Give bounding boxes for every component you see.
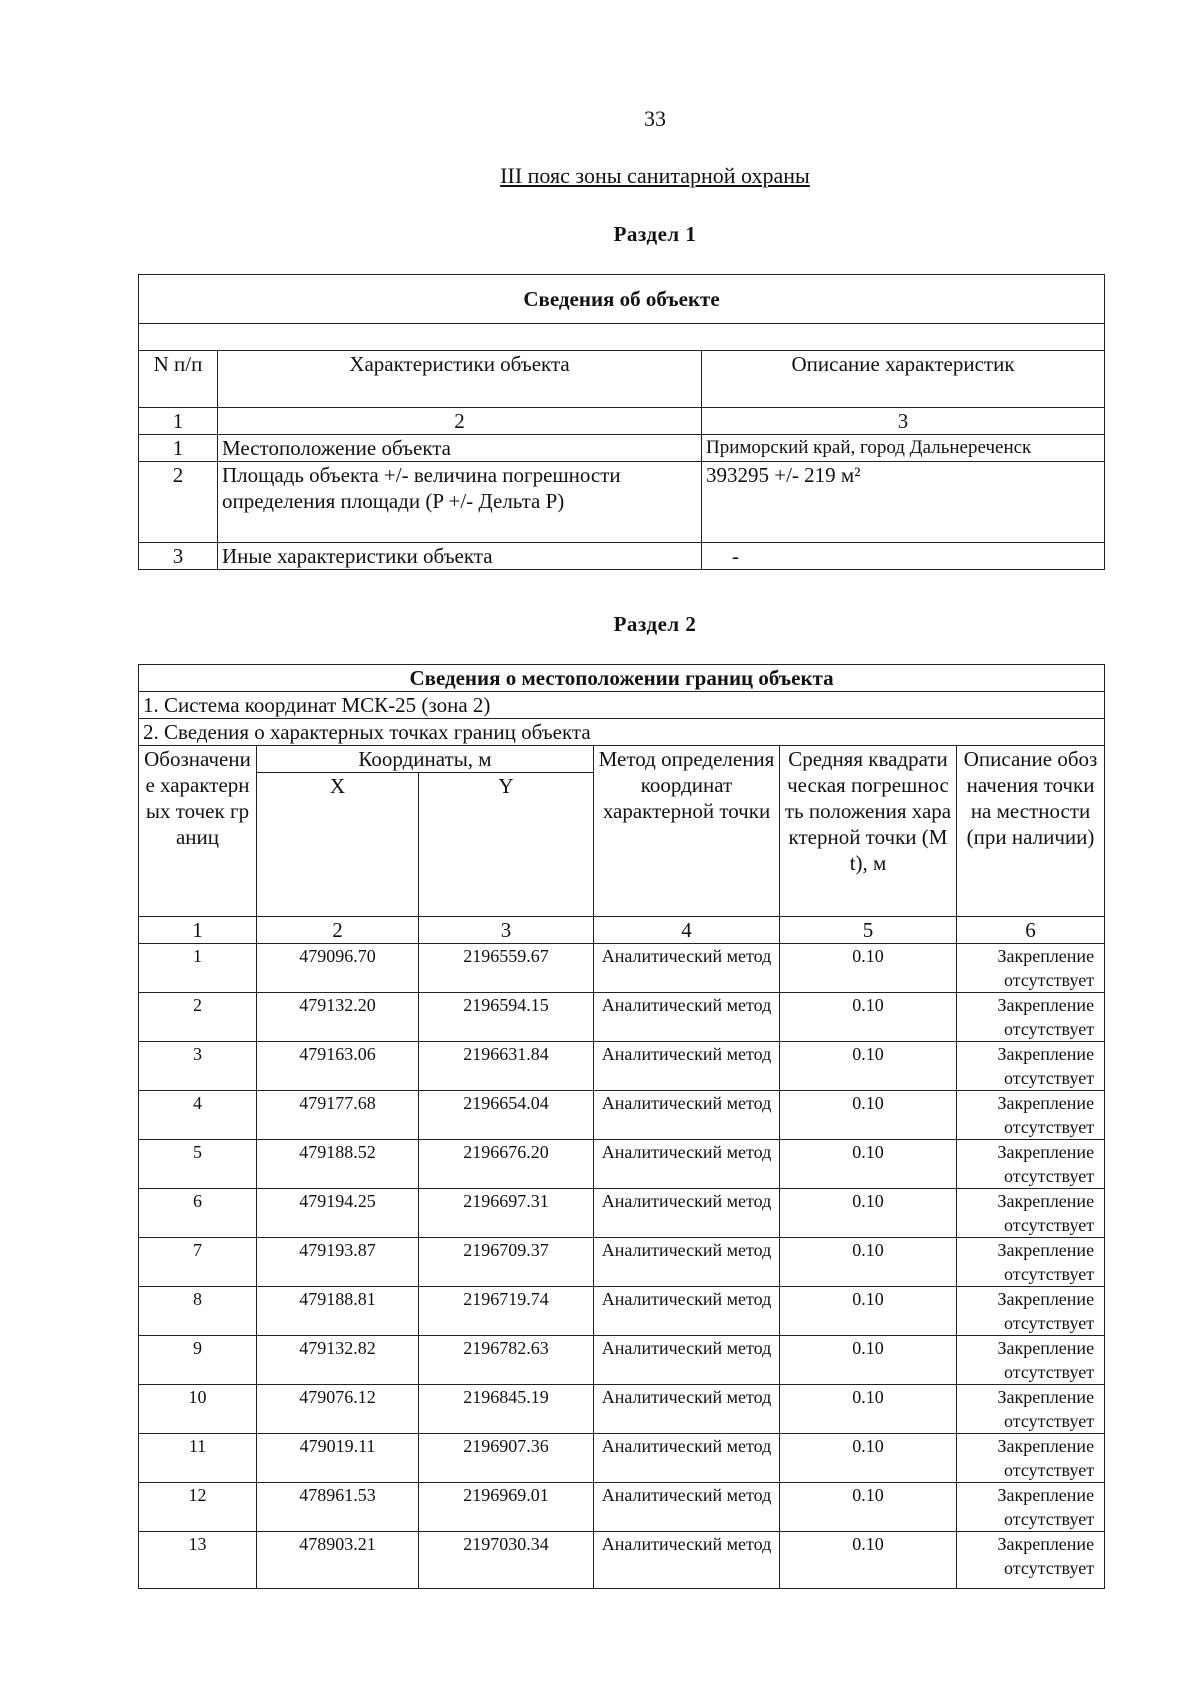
- point-x: 479076.12: [257, 1385, 419, 1434]
- point-method: Аналитический метод: [594, 944, 780, 993]
- point-error: 0.10: [780, 1042, 957, 1091]
- point-error: 0.10: [780, 1385, 957, 1434]
- index-cell: 5: [780, 917, 957, 944]
- point-x: 479163.06: [257, 1042, 419, 1091]
- col-header-x: X: [257, 773, 419, 917]
- point-error: 0.10: [780, 1238, 957, 1287]
- row-characteristic: Площадь объекта +/- величина погрешности определения площади (P +/- Дельта P): [218, 462, 702, 543]
- point-description: Закрепление отсутствует: [957, 1287, 1105, 1336]
- table-row: [139, 1385, 1105, 1434]
- col-header-designation: Обозначение характерных точек границ: [139, 746, 257, 917]
- point-x: 479132.82: [257, 1336, 419, 1385]
- row-number: 1: [139, 435, 218, 462]
- point-number: 8: [139, 1287, 257, 1336]
- point-error: 0.10: [780, 1189, 957, 1238]
- point-method: Аналитический метод: [594, 1287, 780, 1336]
- point-description: Закрепление отсутствует: [957, 1483, 1105, 1532]
- col-header-coordinates: Координаты, м: [257, 746, 594, 773]
- point-y: 2196654.04: [419, 1091, 594, 1140]
- point-method: Аналитический метод: [594, 993, 780, 1042]
- point-description: Закрепление отсутствует: [957, 1042, 1105, 1091]
- table-row: [139, 1042, 1105, 1091]
- col-header-point-description: Описание обозначения точки на местности (при наличии): [957, 746, 1105, 917]
- point-description: Закрепление отсутствует: [957, 1434, 1105, 1483]
- zone-title: III пояс зоны санитарной охраны: [500, 163, 810, 188]
- point-description: Закрепление отсутствует: [957, 1140, 1105, 1189]
- table-row: [139, 1336, 1105, 1385]
- point-y: 2196782.63: [419, 1336, 594, 1385]
- point-number: 4: [139, 1091, 257, 1140]
- point-y: 2196709.37: [419, 1238, 594, 1287]
- table-row: [139, 1434, 1105, 1483]
- spacer-row: [139, 324, 1105, 351]
- point-method: Аналитический метод: [594, 1042, 780, 1091]
- object-info-title: Сведения об объекте: [139, 275, 1105, 324]
- row-number: 2: [139, 462, 218, 543]
- table-row: [139, 944, 1105, 993]
- point-method: Аналитический метод: [594, 1140, 780, 1189]
- point-y: 2196676.20: [419, 1140, 594, 1189]
- col-header-description: Описание характеристик: [702, 351, 1105, 408]
- coord-system: 1. Система координат МСК-25 (зона 2): [139, 692, 1105, 719]
- table-row: [139, 1532, 1105, 1589]
- point-x: 479193.87: [257, 1238, 419, 1287]
- point-y: 2196845.19: [419, 1385, 594, 1434]
- index-cell: 2: [218, 408, 702, 435]
- col-header-characteristics: Характеристики объекта: [218, 351, 702, 408]
- index-cell: 3: [702, 408, 1105, 435]
- boundary-table-title: Сведения о местоположении границ объекта: [139, 665, 1105, 692]
- point-error: 0.10: [780, 1091, 957, 1140]
- point-number: 7: [139, 1238, 257, 1287]
- table-row: [139, 1287, 1105, 1336]
- points-heading: 2. Сведения о характерных точках границ объекта: [139, 719, 1105, 746]
- point-method: Аналитический метод: [594, 1434, 780, 1483]
- object-info-table: [138, 274, 1105, 570]
- point-y: 2196559.67: [419, 944, 594, 993]
- page-number: 33: [644, 106, 666, 131]
- col-header-error: Средняя квадратическая погрешность положения характерной точки (Mt), м: [780, 746, 957, 917]
- table-row: [139, 1238, 1105, 1287]
- point-error: 0.10: [780, 944, 957, 993]
- point-description: Закрепление отсутствует: [957, 1336, 1105, 1385]
- point-y: 2197030.34: [419, 1532, 594, 1589]
- point-y: 2196594.15: [419, 993, 594, 1042]
- point-description: Закрепление отсутствует: [957, 993, 1105, 1042]
- row-description: -: [702, 543, 1105, 570]
- point-x: 479188.52: [257, 1140, 419, 1189]
- points-body: [139, 944, 1105, 1589]
- row-characteristic: Местоположение объекта: [218, 435, 702, 462]
- index-cell: 3: [419, 917, 594, 944]
- point-number: 13: [139, 1532, 257, 1589]
- point-x: 478903.21: [257, 1532, 419, 1589]
- point-description: Закрепление отсутствует: [957, 1091, 1105, 1140]
- index-cell: 1: [139, 917, 257, 944]
- table-row: [139, 1140, 1105, 1189]
- table-row: [139, 1091, 1105, 1140]
- point-x: 479019.11: [257, 1434, 419, 1483]
- section1-title: Раздел 1: [613, 222, 697, 246]
- boundary-points-table: [138, 664, 1105, 1589]
- point-y: 2196719.74: [419, 1287, 594, 1336]
- point-y: 2196697.31: [419, 1189, 594, 1238]
- point-description: Закрепление отсутствует: [957, 944, 1105, 993]
- point-error: 0.10: [780, 1434, 957, 1483]
- point-description: Закрепление отсутствует: [957, 1189, 1105, 1238]
- table-row: [139, 1483, 1105, 1532]
- point-method: Аналитический метод: [594, 1091, 780, 1140]
- point-x: 479194.25: [257, 1189, 419, 1238]
- point-number: 6: [139, 1189, 257, 1238]
- point-y: 2196631.84: [419, 1042, 594, 1091]
- point-method: Аналитический метод: [594, 1189, 780, 1238]
- point-description: Закрепление отсутствует: [957, 1385, 1105, 1434]
- point-method: Аналитический метод: [594, 1532, 780, 1589]
- point-x: 479188.81: [257, 1287, 419, 1336]
- point-method: Аналитический метод: [594, 1336, 780, 1385]
- point-error: 0.10: [780, 1532, 957, 1589]
- point-method: Аналитический метод: [594, 1385, 780, 1434]
- row-number: 3: [139, 543, 218, 570]
- col-header-y: Y: [419, 773, 594, 917]
- section2-title: Раздел 2: [613, 612, 697, 636]
- col-header-method: Метод определения координат характерной точки: [594, 746, 780, 917]
- point-error: 0.10: [780, 1483, 957, 1532]
- point-error: 0.10: [780, 993, 957, 1042]
- point-number: 5: [139, 1140, 257, 1189]
- point-x: 479177.68: [257, 1091, 419, 1140]
- point-number: 12: [139, 1483, 257, 1532]
- index-cell: 6: [957, 917, 1105, 944]
- index-cell: 4: [594, 917, 780, 944]
- row-description: Приморский край, город Дальнереченск: [702, 435, 1105, 462]
- point-x: 479096.70: [257, 944, 419, 993]
- point-method: Аналитический метод: [594, 1483, 780, 1532]
- point-error: 0.10: [780, 1336, 957, 1385]
- point-x: 478961.53: [257, 1483, 419, 1532]
- table-row: [139, 993, 1105, 1042]
- point-description: Закрепление отсутствует: [957, 1238, 1105, 1287]
- point-number: 3: [139, 1042, 257, 1091]
- table-row: [139, 1189, 1105, 1238]
- point-number: 9: [139, 1336, 257, 1385]
- point-description: Закрепление отсутствует: [957, 1532, 1105, 1589]
- col-header-n: N п/п: [139, 351, 218, 408]
- point-method: Аналитический метод: [594, 1238, 780, 1287]
- point-number: 10: [139, 1385, 257, 1434]
- point-y: 2196969.01: [419, 1483, 594, 1532]
- row-description: 393295 +/- 219 м²: [702, 462, 1105, 543]
- row-characteristic: Иные характеристики объекта: [218, 543, 702, 570]
- point-number: 1: [139, 944, 257, 993]
- point-number: 2: [139, 993, 257, 1042]
- point-number: 11: [139, 1434, 257, 1483]
- point-y: 2196907.36: [419, 1434, 594, 1483]
- point-error: 0.10: [780, 1287, 957, 1336]
- point-error: 0.10: [780, 1140, 957, 1189]
- point-x: 479132.20: [257, 993, 419, 1042]
- index-cell: 1: [139, 408, 218, 435]
- index-cell: 2: [257, 917, 419, 944]
